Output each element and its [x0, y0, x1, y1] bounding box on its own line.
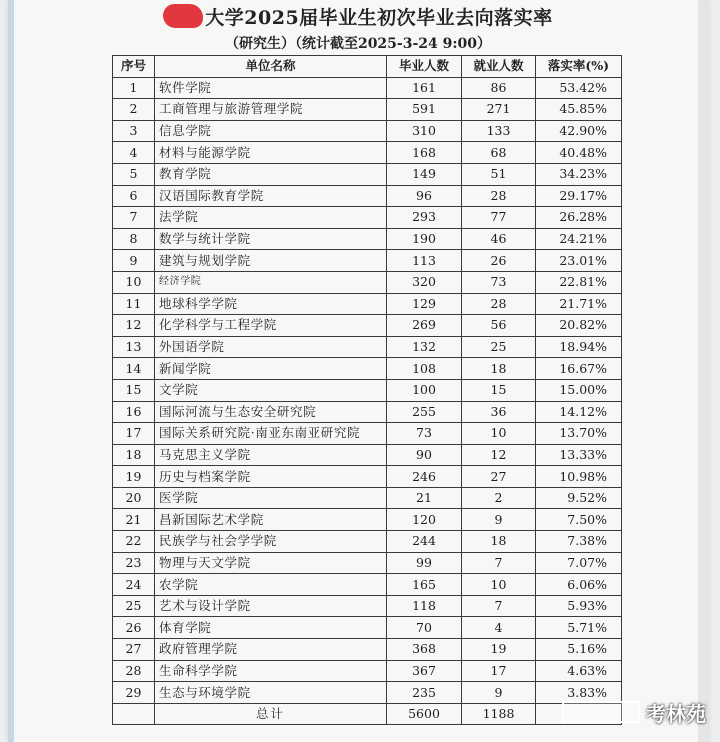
row-index: 18 [113, 444, 155, 466]
row-index: 11 [113, 293, 155, 315]
total-employed: 1188 [462, 703, 536, 725]
table-row [113, 228, 622, 250]
table-row [113, 163, 622, 185]
row-employed: 73 [462, 271, 536, 293]
row-index: 25 [113, 595, 155, 617]
row-employed: 18 [462, 531, 536, 553]
row-rate: 22.81% [536, 271, 622, 293]
table-body [113, 77, 622, 703]
left-edge-strip [8, 0, 14, 742]
row-rate: 9.52% [536, 487, 622, 509]
table-row [113, 77, 622, 99]
row-graduates: 368 [387, 639, 462, 661]
row-rate: 26.28% [536, 207, 622, 229]
table-row [113, 120, 622, 142]
row-index: 23 [113, 552, 155, 574]
row-employed: 28 [462, 185, 536, 207]
row-index: 6 [113, 185, 155, 207]
table-row [113, 682, 622, 704]
row-unit-name: 工商管理与旅游管理学院 [155, 99, 387, 121]
row-graduates: 269 [387, 315, 462, 337]
row-employed: 68 [462, 142, 536, 164]
row-graduates: 367 [387, 660, 462, 682]
document-title [8, 3, 708, 30]
watermark-text: 考林苑 [646, 701, 706, 726]
row-rate: 29.17% [536, 185, 622, 207]
row-unit-name: 体育学院 [155, 617, 387, 639]
row-graduates: 90 [387, 444, 462, 466]
row-index: 27 [113, 639, 155, 661]
row-graduates: 165 [387, 574, 462, 596]
document-subtitle: （研究生）（统计截至2025-3-24 9:00） [224, 36, 492, 52]
row-rate: 18.94% [536, 336, 622, 358]
row-unit-name: 国际关系研究院·南亚东南亚研究院 [155, 423, 387, 445]
row-employed: 4 [462, 617, 536, 639]
row-index: 8 [113, 228, 155, 250]
row-unit-name: 新闻学院 [155, 358, 387, 380]
row-rate: 42.90% [536, 120, 622, 142]
row-unit-name: 文学院 [155, 379, 387, 401]
row-graduates: 70 [387, 617, 462, 639]
row-employed: 19 [462, 639, 536, 661]
row-employed: 2 [462, 487, 536, 509]
row-unit-name: 汉语国际教育学院 [155, 185, 387, 207]
row-rate: 4.63% [536, 660, 622, 682]
row-rate: 45.85% [536, 99, 622, 121]
row-index: 28 [113, 660, 155, 682]
row-unit-name: 昌新国际艺术学院 [155, 509, 387, 531]
row-unit-name: 政府管理学院 [155, 639, 387, 661]
table-header-row [113, 56, 622, 78]
header-unit-name: 单位名称 [155, 56, 387, 78]
row-unit-name: 农学院 [155, 574, 387, 596]
table-row [113, 444, 622, 466]
row-rate: 5.93% [536, 595, 622, 617]
row-index: 3 [113, 120, 155, 142]
row-graduates: 149 [387, 163, 462, 185]
total-index [113, 703, 155, 725]
total-graduates: 5600 [387, 703, 462, 725]
row-employed: 15 [462, 379, 536, 401]
row-graduates: 118 [387, 595, 462, 617]
row-index: 15 [113, 379, 155, 401]
header-rate: 落实率(%) [536, 56, 622, 78]
row-unit-name: 法学院 [155, 207, 387, 229]
row-rate: 16.67% [536, 358, 622, 380]
title-text: 大学2025届毕业生初次毕业去向落实率 [205, 7, 553, 29]
row-employed: 27 [462, 466, 536, 488]
row-unit-name: 材料与能源学院 [155, 142, 387, 164]
table-row [113, 336, 622, 358]
row-unit-name: 历史与档案学院 [155, 466, 387, 488]
row-graduates: 255 [387, 401, 462, 423]
row-unit-name: 软件学院 [155, 77, 387, 99]
row-index: 13 [113, 336, 155, 358]
row-rate: 23.01% [536, 250, 622, 272]
row-graduates: 129 [387, 293, 462, 315]
row-employed: 271 [462, 99, 536, 121]
table-row [113, 574, 622, 596]
row-employed: 86 [462, 77, 536, 99]
table-row [113, 595, 622, 617]
row-graduates: 99 [387, 552, 462, 574]
row-index: 22 [113, 531, 155, 553]
table-row [113, 142, 622, 164]
row-employed: 133 [462, 120, 536, 142]
row-rate: 7.07% [536, 552, 622, 574]
row-unit-name: 建筑与规划学院 [155, 250, 387, 272]
row-employed: 51 [462, 163, 536, 185]
row-graduates: 168 [387, 142, 462, 164]
row-rate: 7.38% [536, 531, 622, 553]
table-row [113, 185, 622, 207]
row-graduates: 310 [387, 120, 462, 142]
row-employed: 26 [462, 250, 536, 272]
row-employed: 10 [462, 574, 536, 596]
row-unit-name: 信息学院 [155, 120, 387, 142]
row-employed: 36 [462, 401, 536, 423]
table-row [113, 379, 622, 401]
row-unit-name: 地球科学学院 [155, 293, 387, 315]
table-row [113, 617, 622, 639]
row-index: 14 [113, 358, 155, 380]
row-graduates: 132 [387, 336, 462, 358]
row-rate: 34.23% [536, 163, 622, 185]
row-unit-name: 化学科学与工程学院 [155, 315, 387, 337]
table-row [113, 423, 622, 445]
row-rate: 5.71% [536, 617, 622, 639]
row-rate: 24.21% [536, 228, 622, 250]
row-employed: 77 [462, 207, 536, 229]
header-employed: 就业人数 [462, 56, 536, 78]
row-graduates: 108 [387, 358, 462, 380]
row-employed: 9 [462, 509, 536, 531]
row-unit-name: 艺术与设计学院 [155, 595, 387, 617]
row-index: 21 [113, 509, 155, 531]
row-index: 17 [113, 423, 155, 445]
table-total-row [113, 703, 622, 725]
row-employed: 10 [462, 423, 536, 445]
table-row [113, 660, 622, 682]
table-row [113, 271, 622, 293]
watermark [562, 697, 706, 727]
row-graduates: 293 [387, 207, 462, 229]
table-row [113, 99, 622, 121]
table-row [113, 466, 622, 488]
row-employed: 18 [462, 358, 536, 380]
table-row [113, 639, 622, 661]
header-index: 序号 [113, 56, 155, 78]
row-rate: 3.83% [536, 682, 622, 704]
row-employed: 25 [462, 336, 536, 358]
table-row [113, 250, 622, 272]
table-row [113, 358, 622, 380]
row-graduates: 591 [387, 99, 462, 121]
table-row [113, 401, 622, 423]
row-graduates: 246 [387, 466, 462, 488]
table-row [113, 315, 622, 337]
row-unit-name: 经济学院 [155, 271, 387, 293]
watermark-box [562, 701, 640, 723]
row-index: 5 [113, 163, 155, 185]
right-edge-strip [698, 0, 708, 742]
row-index: 10 [113, 271, 155, 293]
row-unit-name: 民族学与社会学学院 [155, 531, 387, 553]
row-employed: 46 [462, 228, 536, 250]
employment-rate-table [112, 55, 622, 725]
table-row [113, 207, 622, 229]
row-unit-name: 物理与天文学院 [155, 552, 387, 574]
row-index: 29 [113, 682, 155, 704]
row-employed: 7 [462, 595, 536, 617]
table-row [113, 531, 622, 553]
row-rate: 21.71% [536, 293, 622, 315]
row-index: 9 [113, 250, 155, 272]
row-rate: 6.06% [536, 574, 622, 596]
row-index: 1 [113, 77, 155, 99]
row-index: 20 [113, 487, 155, 509]
header-graduates: 毕业人数 [387, 56, 462, 78]
row-employed: 12 [462, 444, 536, 466]
row-index: 12 [113, 315, 155, 337]
row-rate: 14.12% [536, 401, 622, 423]
row-index: 2 [113, 99, 155, 121]
row-index: 16 [113, 401, 155, 423]
row-rate: 7.50% [536, 509, 622, 531]
row-index: 19 [113, 466, 155, 488]
row-employed: 28 [462, 293, 536, 315]
row-graduates: 73 [387, 423, 462, 445]
row-employed: 9 [462, 682, 536, 704]
row-unit-name: 生命科学学院 [155, 660, 387, 682]
row-index: 26 [113, 617, 155, 639]
row-unit-name: 生态与环境学院 [155, 682, 387, 704]
row-rate: 20.82% [536, 315, 622, 337]
row-rate: 53.42% [536, 77, 622, 99]
row-employed: 7 [462, 552, 536, 574]
row-unit-name: 外国语学院 [155, 336, 387, 358]
row-graduates: 100 [387, 379, 462, 401]
total-label: 总计 [155, 703, 387, 725]
row-rate: 10.98% [536, 466, 622, 488]
row-index: 4 [113, 142, 155, 164]
row-graduates: 113 [387, 250, 462, 272]
table-row [113, 487, 622, 509]
row-employed: 17 [462, 660, 536, 682]
row-rate: 5.16% [536, 639, 622, 661]
row-unit-name: 国际河流与生态安全研究院 [155, 401, 387, 423]
row-graduates: 21 [387, 487, 462, 509]
row-graduates: 235 [387, 682, 462, 704]
row-unit-name: 医学院 [155, 487, 387, 509]
table-row [113, 293, 622, 315]
row-graduates: 161 [387, 77, 462, 99]
row-index: 24 [113, 574, 155, 596]
row-rate: 40.48% [536, 142, 622, 164]
table-row [113, 509, 622, 531]
row-unit-name: 数学与统计学院 [155, 228, 387, 250]
row-rate: 15.00% [536, 379, 622, 401]
row-employed: 56 [462, 315, 536, 337]
row-rate: 13.70% [536, 423, 622, 445]
row-graduates: 244 [387, 531, 462, 553]
row-graduates: 120 [387, 509, 462, 531]
row-graduates: 190 [387, 228, 462, 250]
row-graduates: 96 [387, 185, 462, 207]
redaction-mark [163, 4, 203, 28]
row-index: 7 [113, 207, 155, 229]
table-row [113, 552, 622, 574]
row-unit-name: 教育学院 [155, 163, 387, 185]
row-unit-name: 马克思主义学院 [155, 444, 387, 466]
row-graduates: 320 [387, 271, 462, 293]
row-rate: 13.33% [536, 444, 622, 466]
